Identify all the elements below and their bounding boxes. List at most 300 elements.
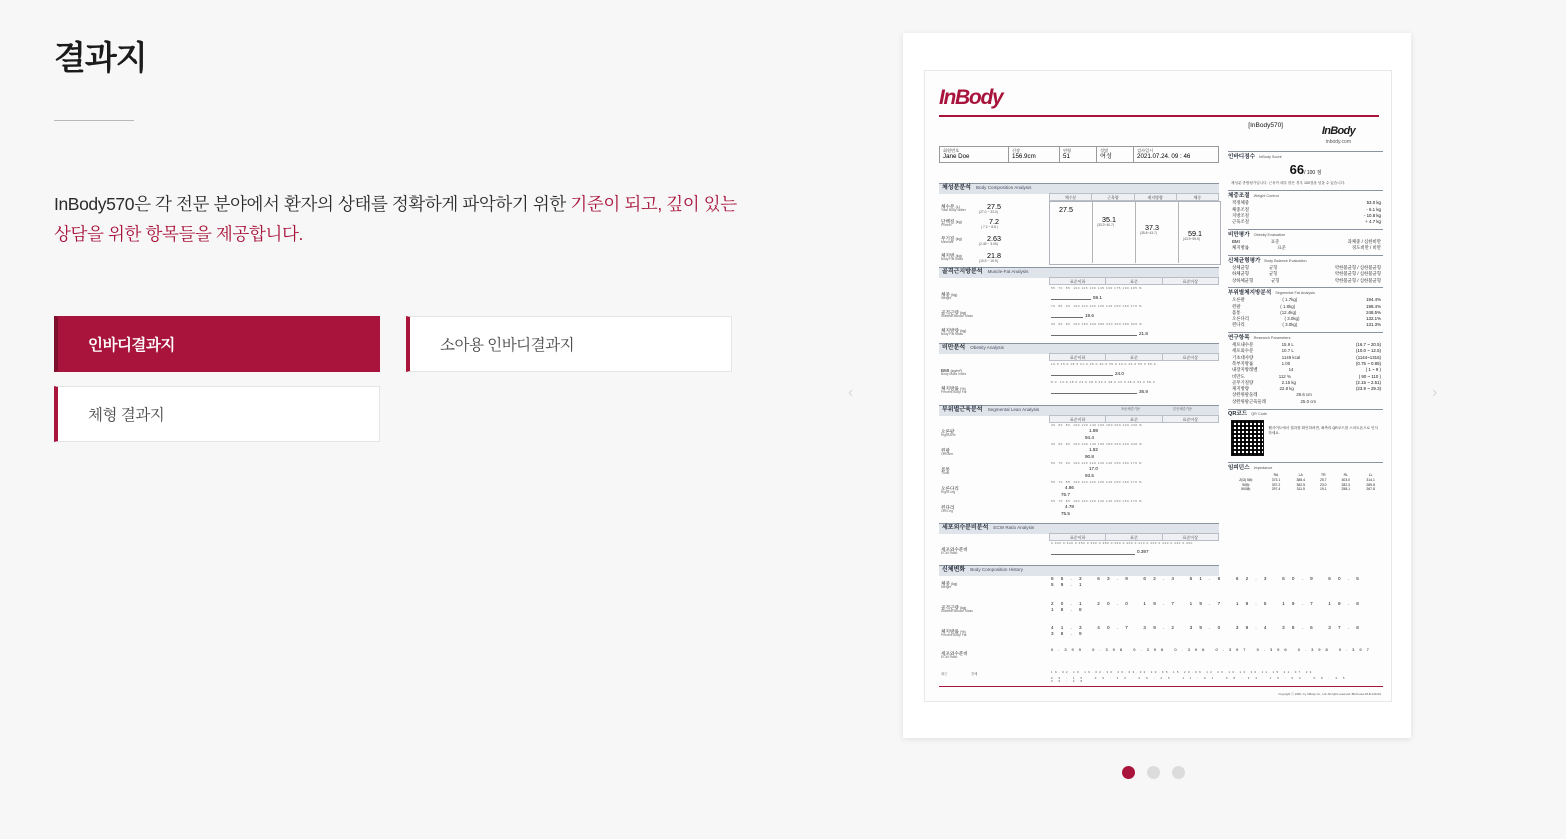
rp-key: 상완위팔둘레 [1232, 392, 1258, 398]
imp-cell: 337.2 [1271, 482, 1281, 487]
bc-sep-2 [1135, 201, 1136, 263]
bc-sep-3 [1178, 201, 1179, 263]
sl-row-label-trunk [941, 467, 950, 476]
ecw-col-normal: 표준 [1106, 534, 1162, 540]
rp-value: 22.8 kg [1279, 386, 1294, 392]
imp-cell: 267.8 [1366, 487, 1375, 492]
sf-pct: 248.5% [1366, 309, 1381, 315]
sl-ticks-trunk: 50 70 90 100 110 120 130 140 150 160 170 % [1051, 461, 1143, 465]
bc-range-water: (27.0 ~ 33.0) [979, 210, 998, 214]
id-value-height: 156.9cm [1012, 153, 1036, 161]
carousel-dot-2[interactable] [1147, 766, 1160, 779]
label-unit: (%) [960, 630, 966, 634]
be-options: 약한불균형 / 심한불균형 [1334, 277, 1381, 283]
be-selected: 균형 [1268, 264, 1278, 270]
sf-row-left-leg [1228, 322, 1383, 328]
label-en: Body Fat Mass [941, 257, 963, 262]
label-en: Percent Body Fat [941, 633, 967, 638]
label-en: Left Arm [941, 452, 954, 457]
mf-row-label-smm [941, 310, 973, 319]
sl-row-label-right-arm [941, 429, 955, 438]
qr-code-icon [1231, 420, 1264, 456]
wc-row-muscle-control [1228, 219, 1383, 225]
oe-selected: 표준 [1277, 245, 1286, 251]
label-en: Weight [941, 296, 952, 301]
bc-col-muscle: 근육량 [1092, 194, 1134, 200]
imp-freq: Z(Ω) 5㎑ [1239, 477, 1253, 482]
mf-value-smm: 19.6 [1085, 313, 1094, 318]
oe-options: 과체중 / 심한비만 [1347, 238, 1381, 244]
carousel-dot-1[interactable] [1122, 766, 1135, 779]
bc-row-label-water [941, 204, 966, 213]
bc-column-headers [1049, 193, 1219, 201]
rp-key: 복부지방률 [1232, 361, 1254, 366]
imp-cell: 311.5 [1296, 487, 1305, 492]
sl-row-label-left-leg [941, 505, 954, 514]
sf-kg: ( 3.0kg) [1282, 322, 1298, 328]
imp-cell: 282.3 [1341, 482, 1351, 487]
rp-key: 기초대사량 [1232, 354, 1254, 360]
sf-pct: 132.1% [1366, 316, 1381, 322]
rp-key: 골무기질량 [1232, 379, 1254, 385]
sl-value-right-arm-pct: 94.4 [1085, 435, 1094, 440]
wc-value: - 10.8 kg [1363, 212, 1381, 218]
imp-cell: 385.4 [1296, 477, 1305, 482]
patient-id-table [939, 146, 1219, 163]
ecw-col-above: 표준이상 [1182, 534, 1199, 540]
hist-dates: 19.02.10 19.02.30 20.03.02 20.05.15 20.06.12 20.10.10 20.11.15 21.07.24 [1051, 670, 1314, 674]
sf-kg: ( 3.0kg) [1284, 316, 1300, 322]
tab-label: 인바디결과지 [88, 337, 175, 354]
sl-col-above: 표준이상 [1182, 416, 1199, 422]
rp-key: 내장지방레벨 [1232, 367, 1258, 373]
sheet-copyright: Copyright ⓒ 1996~ by InBody Co., Ltd. All rights reserved. BR-Korea-03-B-131201 [1278, 691, 1381, 696]
mf-value-bfm: 21.8 [1139, 331, 1148, 336]
carousel-dots [1122, 766, 1185, 779]
sf-key: 왼다리 [1232, 322, 1245, 328]
sl-legend-standard-weight: 표준체중기준 [1121, 407, 1141, 411]
hist-legend-all: 전체 [971, 672, 978, 676]
bc-value-minerals: 2.63 [987, 234, 1001, 243]
mf-bar-weight [1051, 299, 1091, 300]
id-value-datetime: 2021.07.24. 09 : 46 [1137, 153, 1191, 161]
bc-range-minerals: (2.49 ~ 3.05) [979, 242, 998, 246]
oe-key: 체지방률 [1232, 245, 1249, 251]
hist-legend-recent: 최근 [941, 672, 948, 676]
imp-cell: 289.8 [1366, 482, 1375, 487]
label-en: Total Body Water [941, 208, 966, 213]
be-key: 상체균형 [1232, 264, 1249, 270]
oe-key: BMI [1232, 238, 1240, 244]
label-ko: 오른팔 [941, 429, 955, 434]
rsec-title-ko: 연구항목 [1228, 334, 1250, 341]
brand-divider [939, 115, 1379, 117]
ecw-col-below: 표준이하 [1050, 534, 1106, 540]
sl-value-right-arm-kg: 1.89 [1089, 428, 1098, 433]
hist-row-label-smm [941, 605, 973, 614]
bc-stack-lean: 37.3 [1145, 223, 1159, 232]
section-history [939, 565, 1219, 576]
ecw-value: 0.397 [1137, 549, 1149, 554]
qr-instruction: 웹사이트에서 결과를 확인하려면, 좌측의 QR코드를 스마트폰으로 인식하세요. [1268, 426, 1378, 435]
label-en: Skeletal Muscle Mass [941, 609, 973, 614]
label-unit: (%) [960, 387, 966, 391]
bc-stack-weight-range: (43.9~59.5) [1183, 237, 1200, 241]
sl-value-left-arm-pct: 90.8 [1085, 454, 1094, 459]
label-ko: 단백질 [941, 219, 955, 224]
label-en: Minerals [941, 240, 954, 245]
rp-value: 112 % [1278, 373, 1291, 379]
rp-row-whr [1228, 361, 1383, 367]
be-options: 약한불균형 / 심한불균형 [1334, 264, 1381, 270]
label-ko: 체중 [941, 292, 950, 297]
label-ko: 왼팔 [941, 448, 950, 453]
sf-key: 왼팔 [1232, 303, 1241, 309]
rp-row-ecw [1228, 348, 1383, 354]
sf-key: 오른다리 [1232, 316, 1249, 322]
left-column [54, 38, 814, 267]
imp-col-tr: TR [1321, 472, 1326, 477]
bc-row-label-fat [941, 253, 963, 262]
label-en: Trunk [941, 471, 950, 476]
rsec-title-ko: 인바디점수 [1228, 153, 1256, 160]
rp-range: ( 1 ~ 9 ) [1365, 367, 1381, 373]
label-en: Right Arm [941, 433, 956, 438]
rp-value: 29.6 cm [1296, 392, 1312, 398]
ecw-column-headers [1049, 533, 1219, 541]
label-ko: 왼다리 [941, 505, 955, 510]
ob-bar-bmi [1051, 375, 1113, 376]
sl-column-headers [1049, 415, 1219, 423]
ecw-bar [1051, 554, 1135, 555]
tab-pediatric-inbody-result[interactable] [406, 316, 732, 372]
inbody-score-note: 체성분 종합평가입니다. 근육이 매우 많은 경우 100점을 넘을 수 있습니다. [1231, 180, 1346, 185]
sheet-right-column [1228, 147, 1383, 492]
label-ko: 체수분 [941, 204, 955, 209]
section-title-ko: 골격근지방분석 [942, 269, 983, 275]
hist-row-label-ecw [941, 651, 968, 660]
label-unit: (L) [955, 205, 961, 209]
label-en: Protein [941, 223, 952, 228]
section-title-en: Body Composition Analysis [975, 185, 1032, 190]
rsec-title-en: Obesity Evaluation [1253, 232, 1286, 237]
mf-column-headers [1049, 277, 1219, 285]
rsec-segmental-fat [1228, 287, 1383, 296]
imp-col-ra: RA [1273, 472, 1279, 477]
wc-value: + 4.7 kg [1365, 219, 1381, 225]
ob-value-pbf: 36.9 [1139, 389, 1148, 394]
rp-range: (1144~1316) [1356, 354, 1381, 360]
imp-col-ll: LL [1368, 472, 1373, 477]
sl-row-label-right-leg [941, 486, 959, 495]
bc-col-lean: 제지방량 [1135, 194, 1177, 200]
imp-cell: 352.5 [1296, 482, 1305, 487]
label-en: Weight [941, 585, 952, 590]
id-header-gender: 성별 [1100, 148, 1109, 153]
rsec-balance-eval [1228, 255, 1383, 264]
imp-cell: 23.0 [1319, 482, 1327, 487]
label-unit: (kg/m²) [950, 369, 962, 373]
sl-value-right-leg-pct: 76.7 [1061, 492, 1070, 497]
section-ecw-ratio [939, 523, 1219, 534]
label-ko: 체중 [941, 581, 950, 586]
rsec-research [1228, 332, 1383, 341]
section-muscle-fat [939, 267, 1219, 278]
hist-values-smm: 20.1 20.0 19.7 19.7 19.5 19.7 19.8 18.8 [1051, 601, 1367, 612]
inbody-website: inbody.com [1325, 139, 1351, 145]
oe-row-pbf [1228, 245, 1383, 251]
section-title-en: Obesity Analysis [970, 345, 1004, 350]
be-key: 하체균형 [1232, 271, 1249, 277]
model-tag: [InBody570] [1248, 122, 1283, 129]
be-selected: 균형 [1268, 271, 1278, 277]
carousel-prev-arrow-icon[interactable]: ‹ [848, 384, 854, 401]
sl-ticks-left-leg: 55 70 85 100 110 120 130 140 150 160 170 % [1051, 499, 1143, 503]
sl-value-right-leg-kg: 4.86 [1065, 485, 1074, 490]
inbody-result-sheet [924, 70, 1392, 702]
hist-row-label-pbf [941, 629, 966, 638]
mf-bar-bfm [1051, 335, 1137, 336]
section-title-en: Body Composition History [970, 567, 1024, 572]
sl-value-trunk-pct: 93.5 [1085, 473, 1094, 478]
inbody-score-value: 66 [1289, 162, 1305, 178]
rsec-title-en: InBody Score [1259, 154, 1282, 159]
rp-value: 14 [1288, 367, 1294, 373]
label-ko: 골격근량 [941, 605, 959, 610]
sl-col-normal: 표준 [1106, 416, 1162, 422]
section-title-ko: 비만분석 [942, 345, 966, 351]
label-en: ECW Ratio [941, 655, 958, 660]
label-unit: (kg) [951, 582, 958, 586]
rp-range: (0.75 ~ 0.85) [1355, 361, 1381, 366]
section-title-ko: 부위별근육분석 [942, 407, 983, 413]
inbody-logo-secondary: InBody [1321, 125, 1355, 137]
mf-value-weight: 59.1 [1093, 295, 1102, 300]
sf-kg: ( 1.8kg) [1280, 303, 1296, 309]
bc-value-protein: 7.2 [989, 217, 999, 226]
rp-range: (16.7 ~ 20.5) [1355, 342, 1381, 348]
rp-key: 세포내수분 [1232, 342, 1254, 348]
mf-row-label-bfm [941, 328, 966, 337]
be-selected: 균형 [1271, 277, 1280, 283]
label-unit: (kg) [960, 329, 967, 333]
impedance-table [1228, 473, 1383, 492]
sl-row-label-left-arm [941, 448, 953, 457]
rp-range: (2.15 ~ 2.51) [1355, 379, 1381, 385]
rsec-title-ko: 비만평가 [1228, 231, 1250, 238]
rsec-weight-control [1228, 190, 1383, 199]
tab-inbody-result[interactable] [54, 316, 380, 372]
imp-freq: 500㎑ [1241, 487, 1251, 492]
imp-cell: 303.0 [1341, 477, 1351, 482]
rsec-title-en: Research Parameters [1253, 335, 1291, 340]
tab-body-type-result[interactable] [54, 386, 380, 442]
ob-row-label-pbf [941, 386, 966, 395]
bc-value-water: 27.5 [987, 202, 1001, 211]
sf-key: 오른팔 [1232, 297, 1245, 303]
sl-ticks-left-arm: 40 60 80 100 120 140 160 180 200 220 240 % [1051, 442, 1143, 446]
rsec-obesity-eval [1228, 229, 1383, 238]
wc-key: 적정체중 [1232, 200, 1249, 206]
mf-col-above: 표준이상 [1182, 278, 1199, 284]
rsec-title-ko: 체중조절 [1228, 192, 1250, 199]
rp-value: 2.15 kg [1281, 379, 1296, 385]
ob-col-below: 표준이하 [1050, 354, 1106, 360]
sl-ticks-right-leg: 55 70 85 100 110 120 130 140 150 160 170 % [1051, 480, 1143, 484]
label-en: Body Mass Index [941, 372, 967, 377]
label-en: Right Leg [941, 490, 956, 495]
bc-stack-weight: 59.1 [1188, 229, 1202, 238]
hist-values-ecw: 0.399 0.398 0.396 0.396 0.397 0.396 0.398 0.397 [1051, 647, 1374, 652]
rsec-title-ko: 임피던스 [1228, 464, 1250, 471]
ob-value-bmi: 24.0 [1115, 371, 1124, 376]
wc-key: 근육조절 [1232, 219, 1249, 225]
mf-col-normal: 표준 [1106, 278, 1162, 284]
label-en: ECW Ratio [941, 551, 958, 556]
tab-group [54, 316, 754, 442]
id-value-gender: 여성 [1100, 153, 1112, 161]
tab-label: 체형 결과지 [88, 407, 165, 424]
label-unit: (kg) [955, 220, 962, 224]
wc-value: - 6.1 kg [1366, 206, 1381, 212]
label-ko: 세포외수분비 [941, 651, 968, 656]
mf-ticks-bfm: 40 60 80 100 160 220 280 340 400 460 520 % [1051, 322, 1143, 326]
ob-ticks-bmi: 10.0 15.0 18.5 21.0 25.0 30.0 35.0 40.0 45.0 50.0 55.0 [1051, 362, 1156, 366]
rsec-title-en: Body Balance Evaluation [1264, 258, 1307, 263]
rsec-title-en: Weight Control [1253, 193, 1279, 198]
sl-ticks-right-arm: 40 60 80 100 120 140 160 180 200 220 240 % [1051, 423, 1143, 427]
hist-row-label-weight [941, 581, 957, 590]
ob-col-above: 표준이상 [1182, 354, 1199, 360]
sl-value-left-leg-kg: 4.78 [1065, 504, 1074, 509]
lead-text-accent: 기준이 되고, 깊이 있는 상담을 위한 항목들을 제공합니다. [54, 193, 737, 245]
bc-value-fat: 21.8 [987, 251, 1001, 260]
sheet-footer-divider [939, 686, 1383, 687]
bc-stack-muscle-range: (33.3~40.7) [1097, 223, 1114, 227]
rp-key: 제지방량 [1232, 386, 1249, 392]
hist-values-pbf: 41.3 40.7 39.2 39.0 39.4 38.6 37.8 38.9 [1051, 625, 1367, 636]
carousel-next-arrow-icon[interactable]: › [1432, 384, 1438, 401]
wc-key: 체중조절 [1232, 206, 1249, 212]
label-unit: (kg) [960, 311, 967, 315]
ecw-row-label [941, 547, 968, 556]
rsec-title-ko: 부위별체지방분석 [1228, 289, 1272, 296]
ob-col-normal: 표준 [1106, 354, 1162, 360]
imp-cell: 314.1 [1366, 477, 1375, 482]
ob-ticks-pbf: 8.0 13.0 18.0 23.0 28.0 33.0 38.0 43.0 48.0 53.0 58.0 [1051, 380, 1156, 384]
sl-value-trunk-kg: 17.0 [1089, 466, 1098, 471]
rp-value: 25.0 cm [1300, 398, 1317, 404]
rsec-title-en: Segmental Fat Analysis [1275, 290, 1315, 295]
mf-row-label-weight [941, 292, 957, 301]
table-row [1228, 487, 1383, 492]
qr-block [1228, 418, 1383, 458]
wc-value: 53.0 kg [1366, 200, 1381, 206]
lead-text-plain: InBody570은 각 전문 분야에서 환자의 상태를 정확하게 파악하기 위한 [54, 193, 571, 214]
label-en: Percent Body Fat [941, 390, 967, 395]
rsec-title-ko: QR코드 [1228, 411, 1248, 418]
section-title-ko: 신체변화 [942, 567, 966, 573]
section-title-en: Muscle-Fat Analysis [987, 269, 1029, 274]
be-options: 약한불균형 / 심한불균형 [1334, 271, 1381, 277]
id-header-height: 신장 [1012, 148, 1021, 153]
ob-row-label-bmi [941, 368, 966, 377]
bc-col-water: 체수분 [1050, 194, 1092, 200]
inbody-logo: InBody [939, 86, 1003, 109]
carousel-dot-3[interactable] [1172, 766, 1185, 779]
label-en: Body Fat Mass [941, 332, 963, 337]
bc-sep-1 [1092, 201, 1093, 263]
label-unit: (kg) [951, 293, 958, 297]
rp-value: 15.9 L [1281, 342, 1294, 348]
bc-col-weight: 체중 [1193, 194, 1202, 200]
mf-ticks-smm: 70 80 90 100 110 120 130 140 150 160 170 % [1051, 304, 1143, 308]
sl-legend-own-weight: 본인체중기준 [1173, 407, 1193, 411]
label-ko: 체지방량 [941, 328, 959, 333]
imp-cell: 258.1 [1341, 487, 1351, 492]
ob-column-headers [1049, 353, 1219, 361]
imp-col-rl: RL [1343, 472, 1348, 477]
label-ko: 체지방률 [941, 629, 959, 634]
sf-key: 몸통 [1232, 309, 1241, 315]
lead-paragraph [54, 189, 744, 250]
bc-range-protein: ( 7.2 ~ 8.8 ) [981, 225, 998, 229]
label-ko: BMI [941, 368, 950, 373]
sl-value-left-leg-pct: 75.5 [1061, 511, 1070, 516]
imp-freq: 50㎑ [1242, 482, 1250, 487]
label-ko: 체지방 [941, 253, 955, 258]
be-row-upper-lower [1228, 277, 1383, 283]
sf-pct: 194.4% [1366, 297, 1381, 303]
rsec-qr [1228, 409, 1383, 418]
imp-cell: 373.1 [1271, 477, 1281, 482]
section-title-ko: 체성분분석 [942, 185, 971, 191]
hist-times: 09:15 09:40 09:25 11:01 08:33 15:50 08:35 09:48 [1051, 676, 1351, 684]
ecw-ticks: 0.320 0.340 0.350 0.360 0.380 0.390 0.400 0.410 0.420 0.430 0.440 0.460 [1051, 541, 1193, 545]
rp-row-amc2 [1228, 398, 1383, 404]
rp-key: 세포외수분 [1232, 348, 1254, 354]
id-header-age: 연령 [1063, 148, 1072, 153]
mf-ticks-weight: 55 70 85 100 115 130 145 160 175 190 205 % [1051, 286, 1143, 290]
be-key: 상하체균형 [1232, 277, 1254, 283]
label-en: Left Leg [941, 509, 953, 514]
rp-key: 상완위팔근육둘레 [1232, 398, 1266, 404]
label-unit: (kg) [955, 254, 962, 258]
label-ko: 오른다리 [941, 486, 959, 491]
oe-selected: 표준 [1270, 238, 1280, 244]
imp-cell: 297.4 [1271, 487, 1281, 492]
label-ko: 몸통 [941, 467, 950, 472]
imp-cell: 25.7 [1319, 477, 1327, 482]
rp-range: ( 90 ~ 110 ) [1358, 373, 1381, 379]
imp-col-la: LA [1298, 472, 1303, 477]
sl-value-left-arm-kg: 1.82 [1089, 447, 1098, 452]
sf-pct: 131.3% [1366, 322, 1381, 328]
section-title-ko: 세포외수분비분석 [942, 525, 989, 531]
mf-bar-smm [1051, 317, 1083, 318]
bc-row-label-minerals [941, 236, 962, 245]
result-sheet-carousel [903, 33, 1411, 738]
rsec-title-en: Impedance [1253, 465, 1273, 470]
label-ko: 세포외수분비 [941, 547, 968, 552]
section-title-en: Segmental Lean Analysis [987, 407, 1040, 412]
sf-kg: ( 1.7kg) [1282, 297, 1298, 303]
rp-range: (23.9 ~ 29.3) [1355, 386, 1381, 392]
label-en: Skeletal Muscle Mass [941, 314, 973, 319]
hist-values-weight: 65.3 63.9 62.4 61.8 62.3 60.9 60.5 59.1 [1051, 576, 1367, 587]
inbody-score-max: / 100 점 [1304, 170, 1322, 177]
label-ko: 체지방률 [941, 386, 959, 391]
